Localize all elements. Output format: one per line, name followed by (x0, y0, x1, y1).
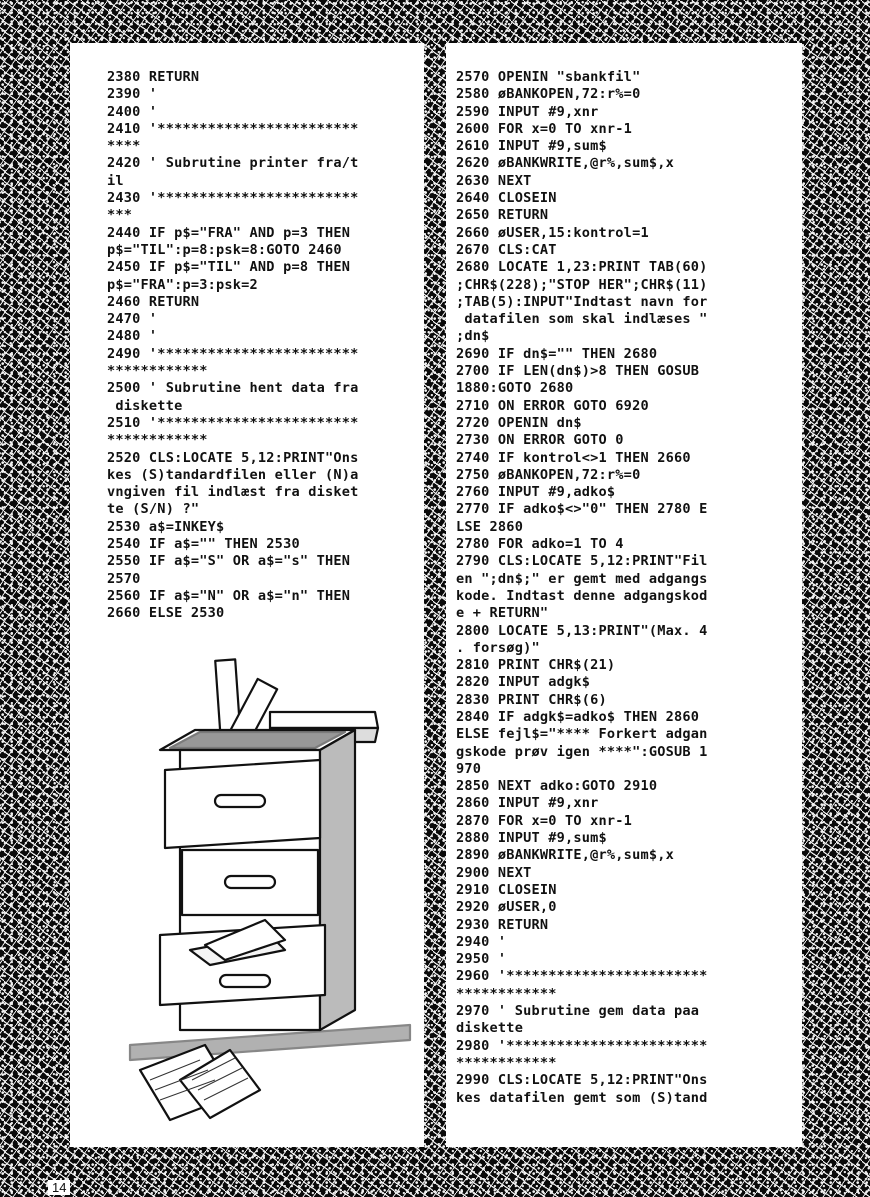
code-line: 2980 '************************ (456, 1037, 708, 1054)
code-line: 2390 ' (107, 86, 158, 103)
code-line: ************ (456, 985, 557, 1002)
code-line: diskette (456, 1020, 524, 1037)
code-line: 2970 ' Subrutine gem data paa (456, 1003, 700, 1020)
code-line: 2930 RETURN (456, 916, 549, 933)
code-line: 2680 LOCATE 1,23:PRINT TAB(60) (456, 259, 708, 276)
code-line: 2620 øBANKWRITE,@r%,sum$,x (456, 155, 674, 172)
code-line: . forsøg)" (456, 639, 540, 656)
code-line: 2590 INPUT #9,xnr (456, 103, 599, 120)
code-line: en ";dn$;" er gemt med adgangs (456, 570, 708, 587)
code-line: 2660 ELSE 2530 (107, 605, 225, 622)
code-line: il (107, 172, 124, 189)
code-line: 2570 OPENIN "sbankfil" (456, 69, 641, 85)
code-line: 2810 PRINT CHR$(21) (456, 657, 616, 674)
code-line: 2700 IF LEN(dn$)>8 THEN GOSUB (456, 363, 700, 380)
code-line: 2740 IF kontrol<>1 THEN 2660 (456, 449, 691, 466)
code-line: p$="TIL":p=8:psk=8:GOTO 2460 (107, 241, 342, 258)
code-line: 2430 '************************ (107, 190, 359, 207)
code-line: 2530 a$=INKEY$ (107, 518, 225, 535)
code-line: 2950 ' (456, 951, 507, 968)
code-line: 2780 FOR adko=1 TO 4 (456, 536, 624, 553)
code-line: e + RETURN" (456, 605, 549, 622)
code-line: 2690 IF dn$="" THEN 2680 (456, 345, 658, 362)
code-line: gskode prøv igen ****":GOSUB 1 (456, 743, 708, 760)
code-line: 2860 INPUT #9,xnr (456, 795, 599, 812)
code-line: 2570 (107, 570, 141, 587)
code-line: 2660 øUSER,15:kontrol=1 (456, 224, 649, 241)
code-line: 2460 RETURN (107, 293, 200, 310)
code-line: kes (S)tandardfilen eller (N)a (107, 466, 359, 483)
code-line: 2490 '************************ (107, 345, 359, 362)
code-line: 2580 øBANKOPEN,72:r%=0 (456, 86, 641, 103)
code-line: 2500 ' Subrutine hent data fra (107, 380, 359, 397)
code-line: 2910 CLOSEIN (456, 881, 557, 898)
code-line: 2900 NEXT (456, 864, 532, 881)
code-line: 2630 NEXT (456, 172, 532, 189)
code-line: 2730 ON ERROR GOTO 0 (456, 432, 624, 449)
code-line: 2380 RETURN (107, 69, 200, 85)
code-line: 2650 RETURN (456, 207, 549, 224)
page-number: 14 (48, 1180, 70, 1195)
code-line: 2470 ' (107, 311, 158, 328)
code-line: ;CHR$(228);"STOP HER";CHR$(11) (456, 276, 708, 293)
code-line: 2610 INPUT #9,sum$ (456, 138, 607, 155)
code-line: 2710 ON ERROR GOTO 6920 (456, 397, 649, 414)
code-line: 2940 ' (456, 933, 507, 950)
code-line: 2870 FOR x=0 TO xnr-1 (456, 812, 633, 829)
code-line: 2830 PRINT CHR$(6) (456, 691, 607, 708)
code-line: vngiven fil indlæst fra disket (107, 484, 359, 501)
code-line: 2840 IF adgk$=adko$ THEN 2860 (456, 708, 700, 725)
code-line: 1880:GOTO 2680 (456, 380, 574, 397)
code-line: kode. Indtast denne adgangskod (456, 587, 708, 604)
code-line: **** (107, 138, 141, 155)
code-line: 2540 IF a$="" THEN 2530 (107, 536, 300, 553)
code-line: 2400 ' (107, 103, 158, 120)
code-line: 2880 INPUT #9,sum$ (456, 830, 607, 847)
filing-cabinet-illustration (120, 650, 420, 1130)
code-line: diskette (107, 397, 183, 414)
code-line: 2560 IF a$="N" OR a$="n" THEN (107, 587, 351, 604)
code-line: ;dn$ (456, 328, 490, 345)
code-line: 2800 LOCATE 5,13:PRINT"(Max. 4 (456, 622, 708, 639)
code-line: ;TAB(5):INPUT"Indtast navn for (456, 293, 708, 310)
code-line: 2850 NEXT adko:GOTO 2910 (456, 778, 658, 795)
code-line: 2600 FOR x=0 TO xnr-1 (456, 120, 633, 137)
code-line: 2770 IF adko$<>"0" THEN 2780 E (456, 501, 708, 518)
code-line: 2550 IF a$="S" OR a$="s" THEN (107, 553, 351, 570)
code-line: 2510 '************************ (107, 414, 359, 431)
code-line: 2820 INPUT adgk$ (456, 674, 591, 691)
code-line: LSE 2860 (456, 518, 524, 535)
code-line: 2450 IF p$="TIL" AND p=8 THEN (107, 259, 351, 276)
code-line: p$="FRA":p=3:psk=2 (107, 276, 258, 293)
code-line: ************ (107, 432, 208, 449)
code-line: 2750 øBANKOPEN,72:r%=0 (456, 466, 641, 483)
code-line: 2520 CLS:LOCATE 5,12:PRINT"Ons (107, 449, 359, 466)
code-line: kes datafilen gemt som (S)tand (456, 1089, 708, 1106)
code-line: 970 (456, 760, 482, 777)
code-line: 2440 IF p$="FRA" AND p=3 THEN (107, 224, 351, 241)
code-line: 2890 øBANKWRITE,@r%,sum$,x (456, 847, 674, 864)
code-line: 2480 ' (107, 328, 158, 345)
code-line: 2790 CLS:LOCATE 5,12:PRINT"Fil (456, 553, 708, 570)
code-line: 2920 øUSER,0 (456, 899, 557, 916)
code-line: *** (107, 207, 133, 224)
code-line: 2720 OPENIN dn$ (456, 414, 582, 431)
code-line: 2990 CLS:LOCATE 5,12:PRINT"Ons (456, 1072, 708, 1089)
code-line: 2410 '************************ (107, 120, 359, 137)
right-code-column (446, 43, 802, 1147)
code-line: ELSE fejl$="**** Forkert adgan (456, 726, 708, 743)
code-line: te (S/N) ?" (107, 501, 200, 518)
code-line: 2670 CLS:CAT (456, 241, 557, 258)
code-line: 2760 INPUT #9,adko$ (456, 484, 616, 501)
code-line: datafilen som skal indlæses " (456, 311, 708, 328)
code-line: 2960 '************************ (456, 968, 708, 985)
code-line: 2640 CLOSEIN (456, 190, 557, 207)
code-line: ************ (456, 1054, 557, 1071)
code-line: 2420 ' Subrutine printer fra/t (107, 155, 359, 172)
code-line: ************ (107, 363, 208, 380)
